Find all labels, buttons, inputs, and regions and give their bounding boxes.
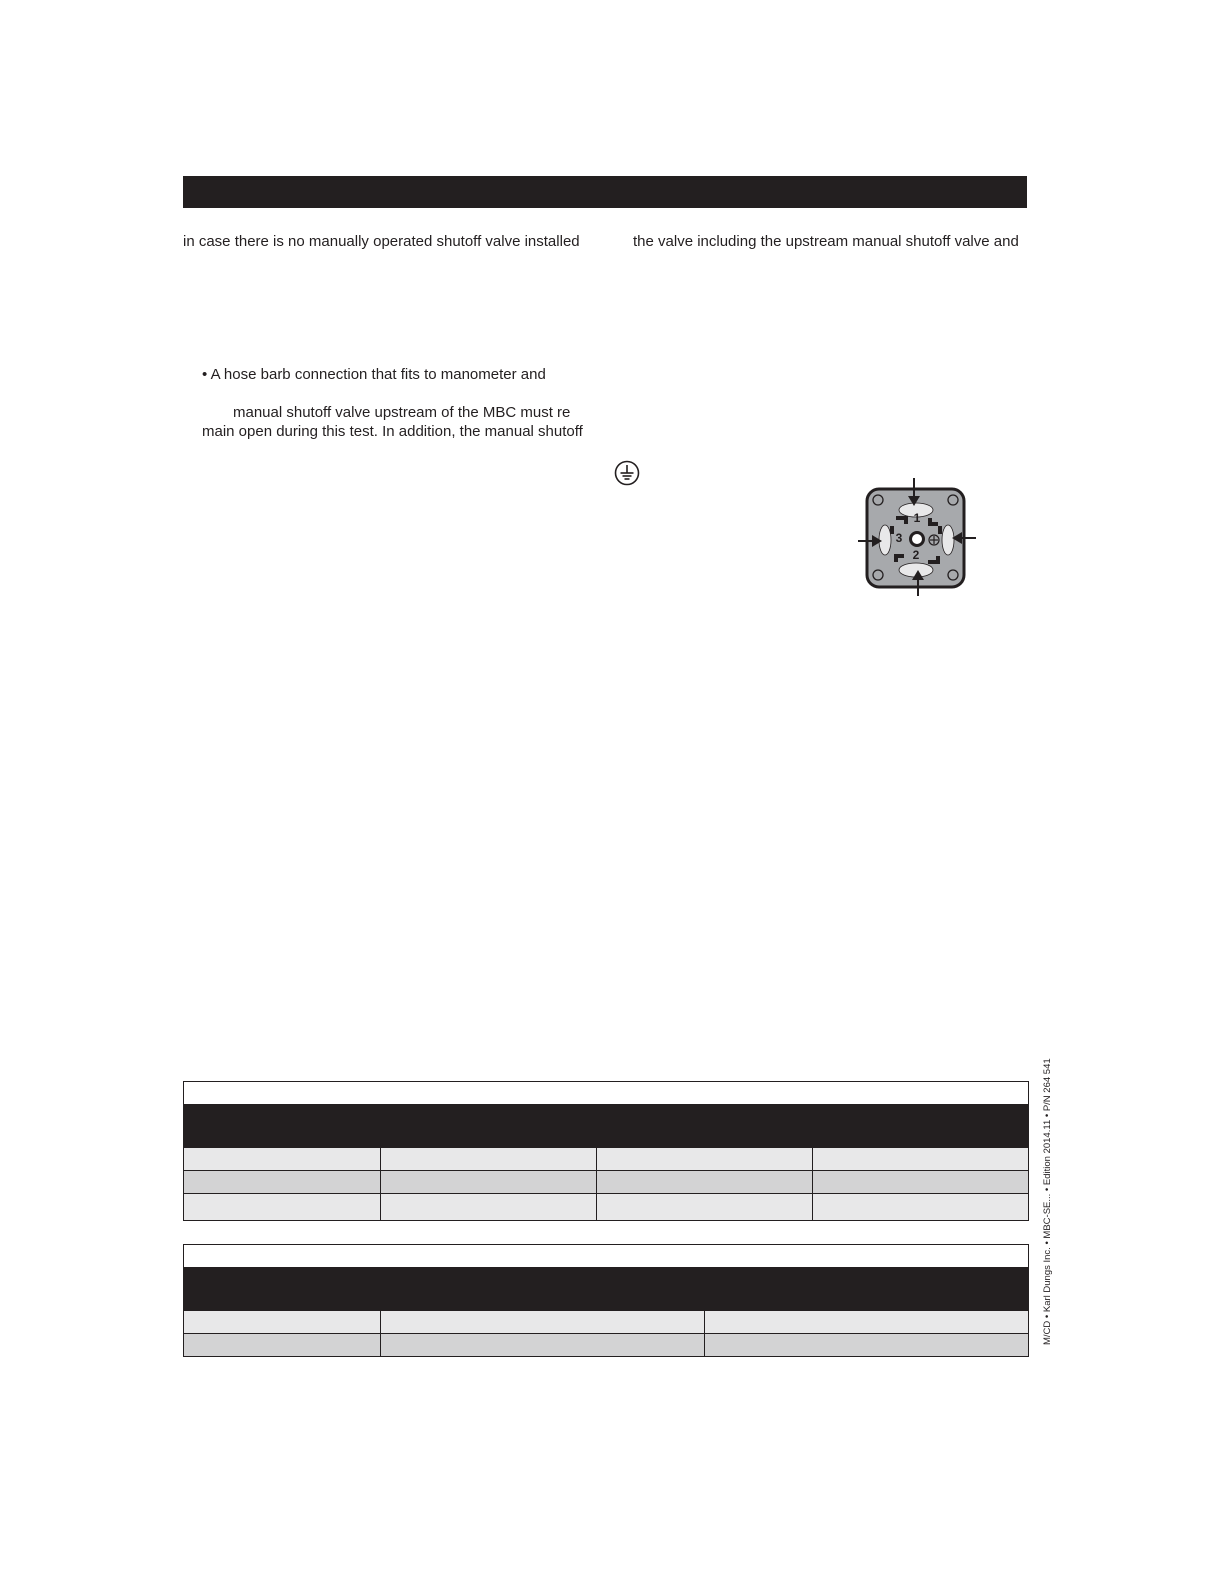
data-table-2 xyxy=(183,1244,1029,1357)
connector-pin-diagram xyxy=(848,474,980,598)
table-caption-row xyxy=(184,1245,1029,1268)
right-column-text-line-1: the valve including the upstream manual shutoff valve and xyxy=(633,233,1019,250)
table-row xyxy=(184,1148,1029,1171)
table-caption-row xyxy=(184,1082,1029,1105)
footer-edition-text: M/CD • Karl Dungs Inc. • MBC-SE... • Edition 2014.11 • P/N 264 541 xyxy=(1042,1058,1053,1345)
terminal-1-label: 1 xyxy=(913,511,921,525)
section-header-bar xyxy=(183,176,1027,208)
table-row xyxy=(184,1311,1029,1334)
table-header-row xyxy=(184,1105,1029,1148)
table-row xyxy=(184,1171,1029,1194)
left-column-text-line-2: manual shutoff valve upstream of the MBC must re xyxy=(233,404,571,421)
table-row xyxy=(184,1334,1029,1357)
left-column-text-line-1: in case there is no manually operated shutoff valve installed xyxy=(183,233,580,250)
bullet-item-hose-barb: • A hose barb connection that fits to manometer and xyxy=(202,366,546,383)
table-row xyxy=(184,1194,1029,1221)
left-column-text-line-3: main open during this test. In addition, the manual shutoff xyxy=(202,423,583,440)
data-table-1 xyxy=(183,1081,1029,1221)
terminal-2-label: 2 xyxy=(912,548,920,562)
ground-symbol-icon xyxy=(614,460,640,486)
terminal-3-label: 3 xyxy=(895,531,903,545)
table-header-row xyxy=(184,1268,1029,1311)
